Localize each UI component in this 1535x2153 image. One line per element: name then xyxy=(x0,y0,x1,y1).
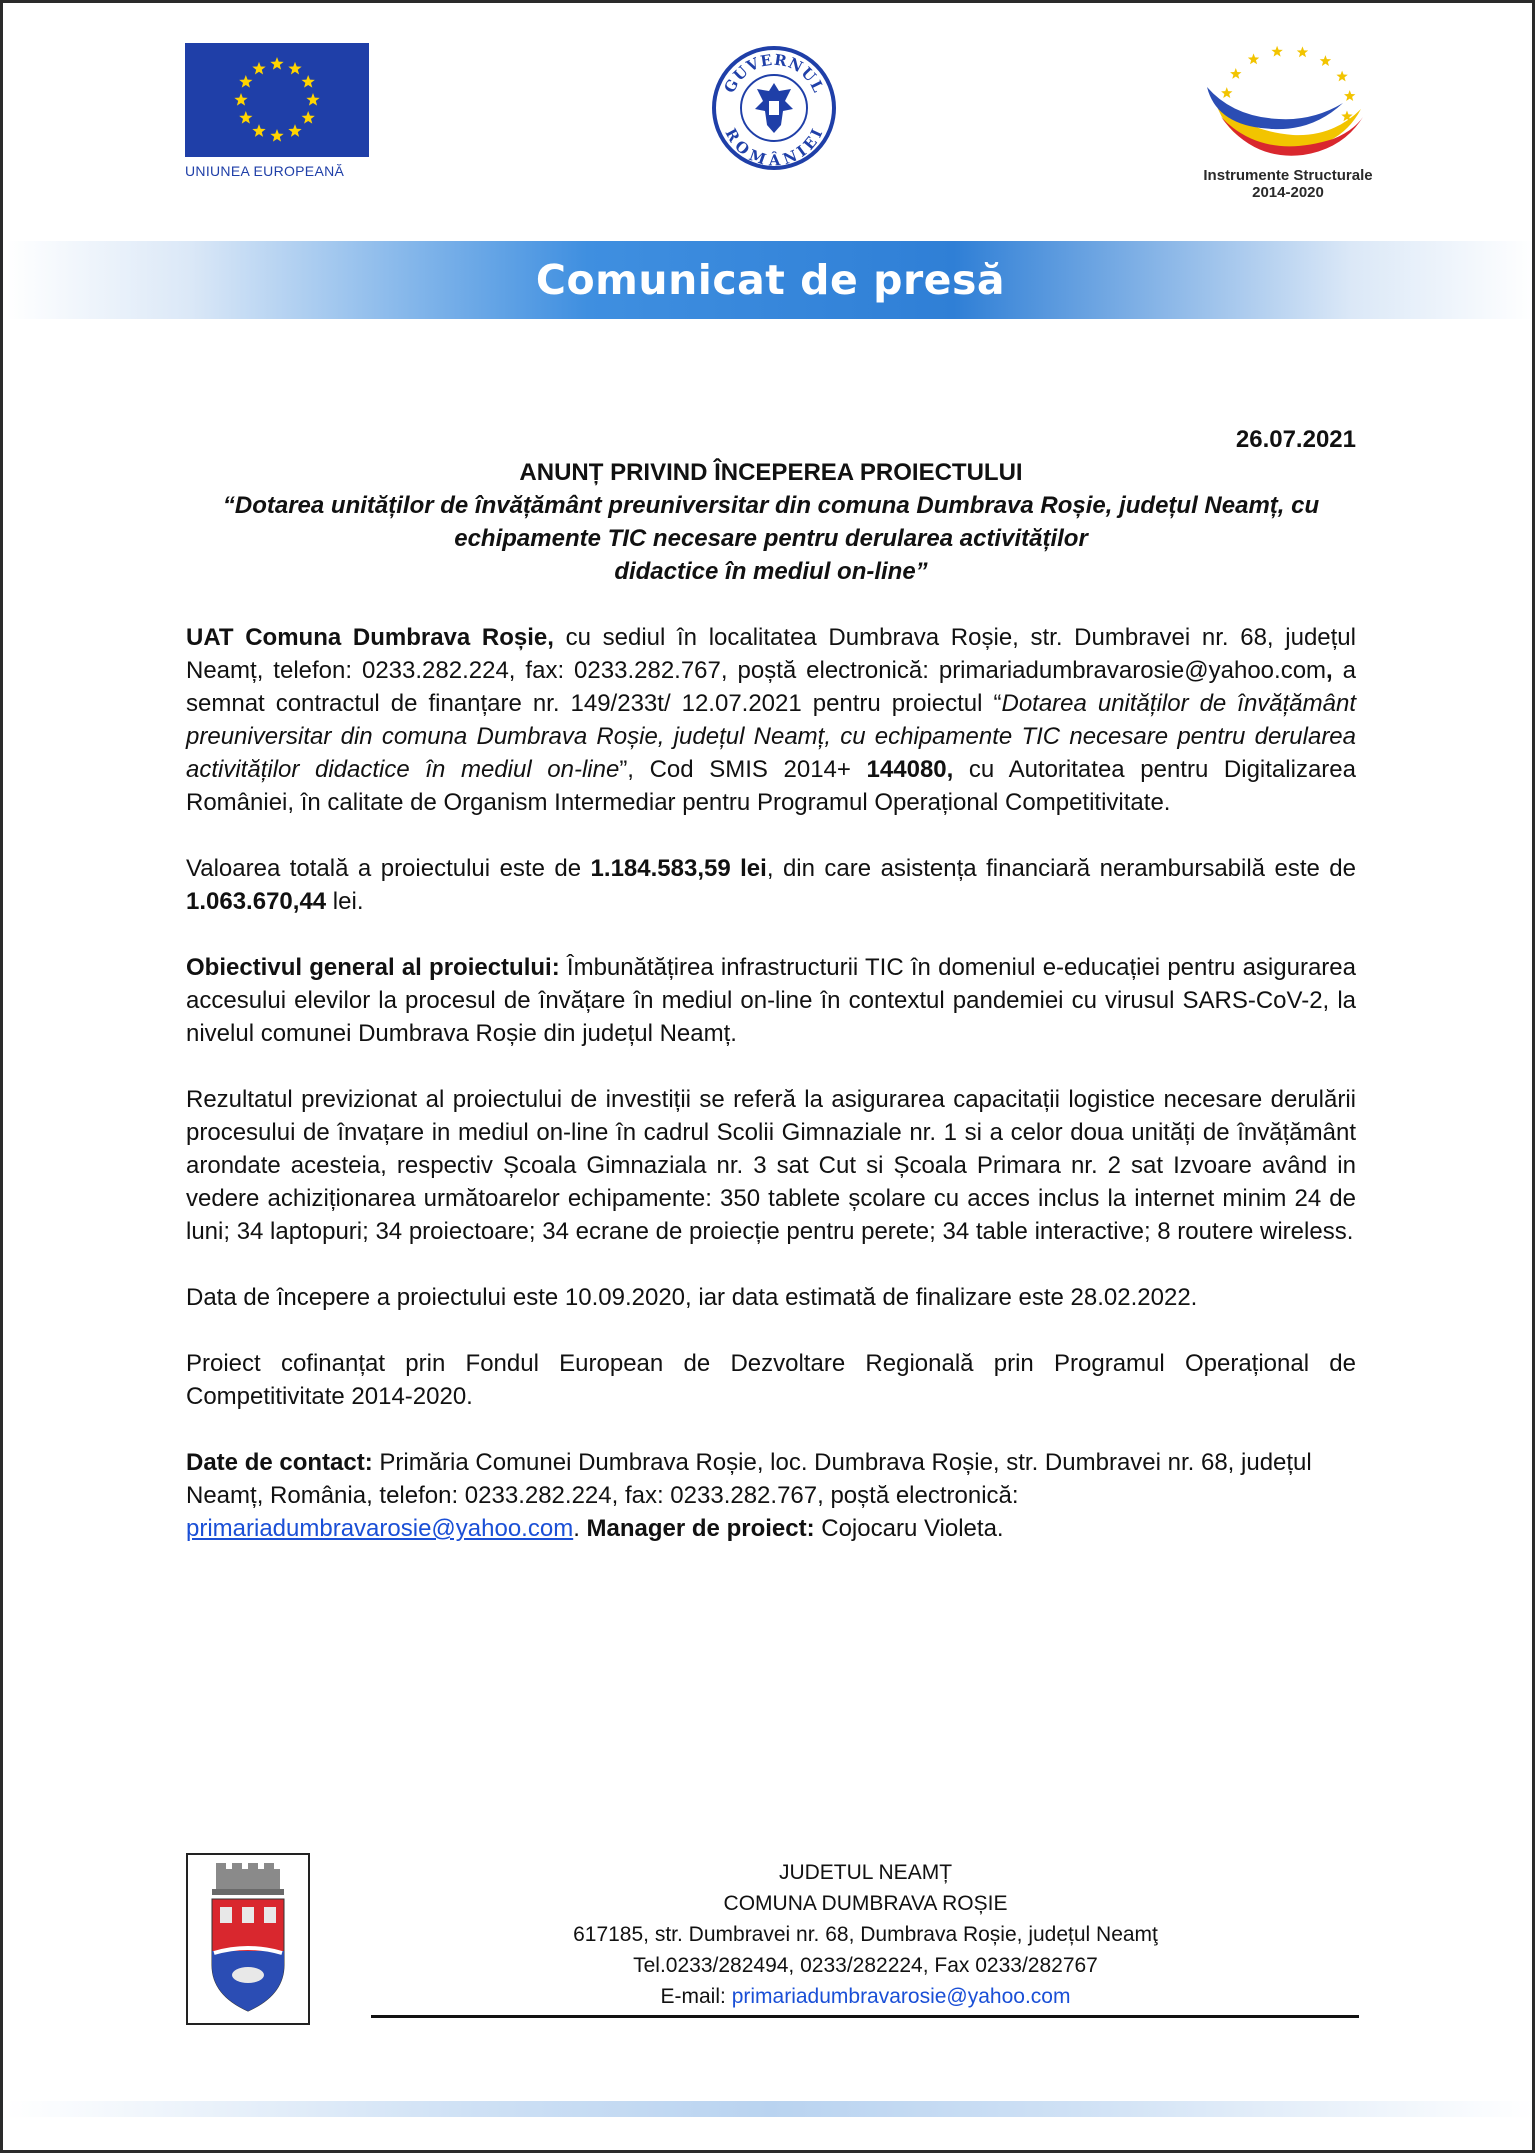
total-value: 1.184.583,59 lei xyxy=(590,855,767,882)
coat-of-arms-icon xyxy=(188,1855,308,2023)
structural-instruments-swoosh-icon xyxy=(1193,39,1383,167)
footer-commune: COMUNA DUMBRAVA ROȘIE xyxy=(723,1892,1008,1915)
is-star-icon xyxy=(1248,53,1259,64)
uat-name: UAT Comuna Dumbrava Roșie, xyxy=(186,624,554,651)
is-star-icon xyxy=(1230,68,1241,79)
project-title xyxy=(186,489,1356,588)
document-body xyxy=(186,423,1356,1569)
document-date: 26.07.2021 xyxy=(1235,426,1356,453)
is-star-icon xyxy=(1271,46,1282,57)
project-title-line1: “Dotarea unităților de învățământ preuniversitar din comuna Dumbrava Roșie, județul Neamț, cu xyxy=(222,492,1320,519)
coat-of-arms xyxy=(186,1853,310,2025)
banner-title: Comunicat de presă xyxy=(535,256,1006,304)
project-title-line3: didactice în mediul on-line” xyxy=(614,558,928,585)
footer-divider xyxy=(371,2015,1359,2018)
gov-logo-bottom-text: ROMÂNIEI xyxy=(721,125,827,170)
paragraph-contract: UAT Comuna Dumbrava Roșie, cu sediul în localitatea Dumbrava Roșie, str. Dumbravei nr. 68, județul Neamț, telefon: 0233.282.224, fax: 0233.282.767, poștă electronică: primariadumbravarosie@yahoo.com, a semnat contractul de finanțare nr. 149/233t/ 12.07.2021 pentru proiectul “Dotarea unităților de învățământ preuniversitar din comuna Dumbrava Roșie, județul Neamț, cu echipamente TIC necesare pentru derularea activităților didactice în mediul on-line”, Cod SMIS 2014+ 144080, cu Autoritatea pentru Digitalizarea României, în calitate de Organism Intermediar pentru Programul Operațional Competitivitate. xyxy=(186,624,1357,816)
is-caption-line2: 2014-2020 xyxy=(1252,184,1324,201)
contact-email-link[interactable]: primariadumbravarosie@yahoo.com xyxy=(186,1515,574,1542)
paragraph-value: Valoarea totală a proiectului este de 1.184.583,59 lei, din care asistența financiară nerambursabilă este de 1.063.670,44 lei. xyxy=(186,855,1357,915)
footer-address xyxy=(373,1857,1358,2012)
paragraph-contact: Date de contact: Primăria Comunei Dumbrava Roșie, loc. Dumbrava Roșie, str. Dumbravei nr. 68, județul Neamț, România, telefon: 0233.282.224, fax: 0233.282.767, poștă electronică: primariadumbravarosie@yahoo.com. Manager de proiect: Cojocaru Violeta. xyxy=(186,1449,1312,1542)
is-star-icon xyxy=(1297,46,1308,57)
bottom-band xyxy=(6,2101,1535,2117)
gov-logo-top-text: GUVERNUL xyxy=(720,50,828,96)
press-release-banner xyxy=(6,241,1535,319)
is-star-icon xyxy=(1320,55,1331,66)
manager-label: Manager de proiect: xyxy=(586,1515,815,1542)
structural-instruments-logo xyxy=(1193,39,1383,209)
is-caption-line1: Instrumente Structurale xyxy=(1203,167,1373,184)
government-seal-icon xyxy=(709,43,839,173)
is-star-icon xyxy=(1221,87,1232,98)
structural-instruments-caption xyxy=(1193,167,1383,201)
document-heading: ANUNȚ PRIVIND ÎNCEPEREA PROIECTULUI xyxy=(519,459,1023,486)
footer-email-row: E-mail: primariadumbravarosie@yahoo.com xyxy=(660,1985,1071,2008)
government-logo xyxy=(709,43,839,173)
footer-county: JUDETUL NEAMȚ xyxy=(778,1861,953,1884)
footer-phones: Tel.0233/282494, 0233/282224, Fax 0233/282767 xyxy=(633,1954,1098,1977)
eu-logo xyxy=(185,43,373,179)
eu-caption: UNIUNEA EUROPEANĂ xyxy=(185,163,345,179)
project-title-inline: Dotarea unităților de învățământ preuniversitar din comuna Dumbrava Roșie, județul Neamț, cu echipamente TIC necesare pentru derularea activităților didactice în mediul on-line xyxy=(186,690,1357,783)
grant-value: 1.063.670,44 xyxy=(186,888,327,915)
paragraph-results: Rezultatul previzionat al proiectului de investiții se referă la asigurarea capacitații logistice necesare derulării procesului de învațare in mediul on-line în cadrul Scolii Gimnaziale nr. 1 si a celor doua unități de învățământ arondate acesteia, respectiv Școala Gimnaziala nr. 3 sat Cut si Școala Primara nr. 2 sat Izvoare având in vedere achiziționarea următoarelor echipamente: 350 tablete școlare cu acces inclus la internet minim 24 de luni; 34 laptopuri; 34 proiectoare; 34 ecrane de proiecție pentru perete; 34 table interactive; 8 routere wireless. xyxy=(186,1086,1356,1245)
paragraph-cofinancing: Proiect cofinanțat prin Fondul European de Dezvoltare Regională prin Programul Operațional de Competitivitate 2014-2020. xyxy=(186,1350,1356,1410)
paragraph-objective: Obiectivul general al proiectului: Îmbunătățirea infrastructurii TIC în domeniul e-educației pentru asigurarea accesului elevilor la procesul de învățare în mediul on-line în contextul pandemiei cu virusul SARS-CoV-2, la nivelul comunei Dumbrava Roșie din județul Neamț. xyxy=(186,954,1356,1047)
footer-email-link[interactable]: primariadumbravarosie@yahoo.com xyxy=(731,1985,1071,2008)
paragraph-dates: Data de începere a proiectului este 10.09.2020, iar data estimată de finalizare este 28.02.2022. xyxy=(186,1284,1198,1311)
objective-label: Obiectivul general al proiectului: xyxy=(186,954,560,981)
contact-label: Date de contact: xyxy=(186,1449,373,1476)
is-star-icon xyxy=(1336,71,1347,82)
footer-street: 617185, str. Dumbravei nr. 68, Dumbrava Roșie, județul Neamţ xyxy=(573,1923,1158,1946)
is-star-icon xyxy=(1344,90,1355,101)
smis-code: 144080, xyxy=(866,756,954,783)
project-title-line2: echipamente TIC necesare pentru derularea activităților xyxy=(454,525,1088,552)
eu-flag-icon xyxy=(185,43,369,157)
